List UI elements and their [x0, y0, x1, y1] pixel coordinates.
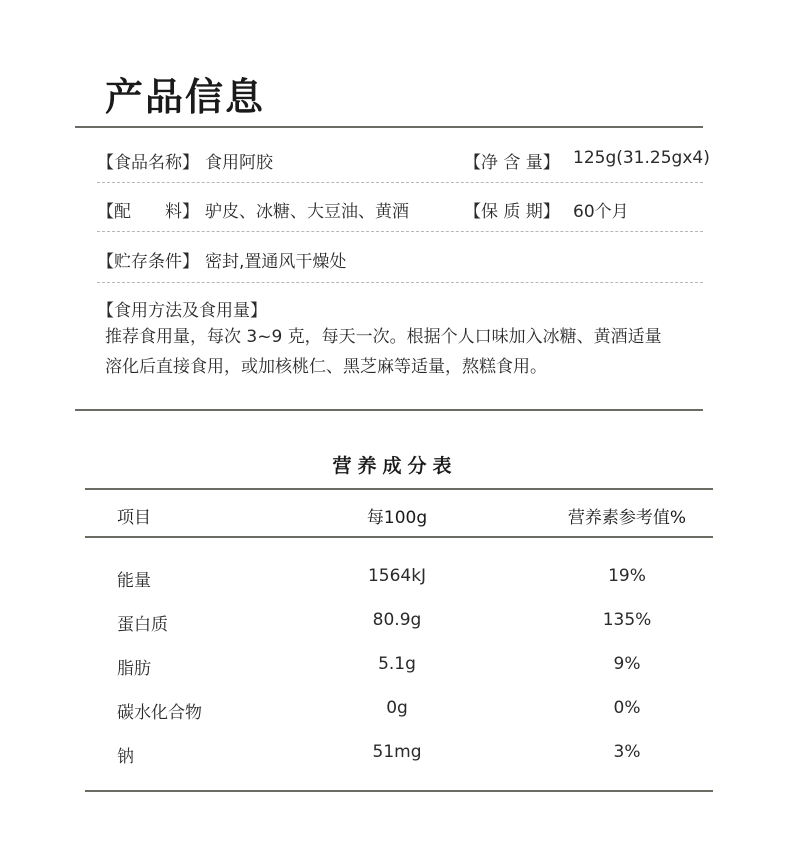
page-title: 产品信息	[105, 75, 266, 119]
nutrient-nrv: 9%	[613, 654, 641, 674]
row-divider	[97, 182, 703, 183]
nutrient-amount: 80.9g	[372, 610, 422, 630]
nutrient-name: 能量	[117, 571, 151, 591]
nutrition-header-per100g: 每100g	[366, 508, 428, 528]
row-divider	[97, 231, 703, 232]
nutrient-amount: 0g	[386, 698, 408, 718]
section-divider	[75, 409, 703, 411]
nutrient-name: 钠	[117, 747, 134, 767]
nutrient-name: 脂肪	[117, 659, 151, 679]
nutrient-nrv: 19%	[608, 566, 646, 586]
nutrient-amount: 5.1g	[378, 654, 416, 674]
nutrient-name: 碳水化合物	[117, 703, 202, 723]
food-name-label: 【食品名称】	[97, 153, 199, 173]
usage-line-2: 溶化后直接食用，或加核桃仁、黑芝麻等适量，熬糕食用。	[105, 357, 547, 377]
net-content-label: 【净 含 量】	[464, 153, 560, 173]
nutrient-amount: 1564kJ	[367, 566, 427, 586]
nutrition-header-nrv: 营养素参考值%	[567, 508, 687, 528]
shelf-life-label: 【保 质 期】	[464, 202, 560, 222]
nutrient-amount: 51mg	[372, 742, 422, 762]
net-content-value: 125g(31.25gx4)	[573, 148, 710, 168]
storage-value: 密封,置通风干燥处	[205, 252, 347, 272]
nutrient-nrv: 0%	[613, 698, 641, 718]
ingredients-label: 【配 料】	[97, 202, 199, 222]
nutrition-header-item: 项目	[117, 508, 151, 528]
usage-line-1: 推荐食用量，每次 3~9 克，每天一次。根据个人口味加入冰糖、黄酒适量	[105, 327, 662, 347]
usage-body	[105, 322, 705, 382]
nutrition-top-rule	[85, 488, 713, 490]
usage-label: 【食用方法及食用量】	[97, 301, 267, 321]
nutrition-bottom-rule	[85, 790, 713, 792]
ingredients-value: 驴皮、冰糖、大豆油、黄酒	[205, 202, 409, 222]
nutrition-header-rule	[85, 536, 713, 538]
nutrition-title: 营养成分表	[332, 455, 458, 477]
nutrient-name: 蛋白质	[117, 615, 168, 635]
row-divider	[97, 282, 703, 283]
food-name-value: 食用阿胶	[205, 153, 273, 173]
shelf-life-value: 60个月	[573, 202, 629, 222]
nutrient-nrv: 3%	[613, 742, 641, 762]
nutrient-nrv: 135%	[602, 610, 652, 630]
storage-label: 【贮存条件】	[97, 252, 199, 272]
title-divider	[75, 126, 703, 128]
